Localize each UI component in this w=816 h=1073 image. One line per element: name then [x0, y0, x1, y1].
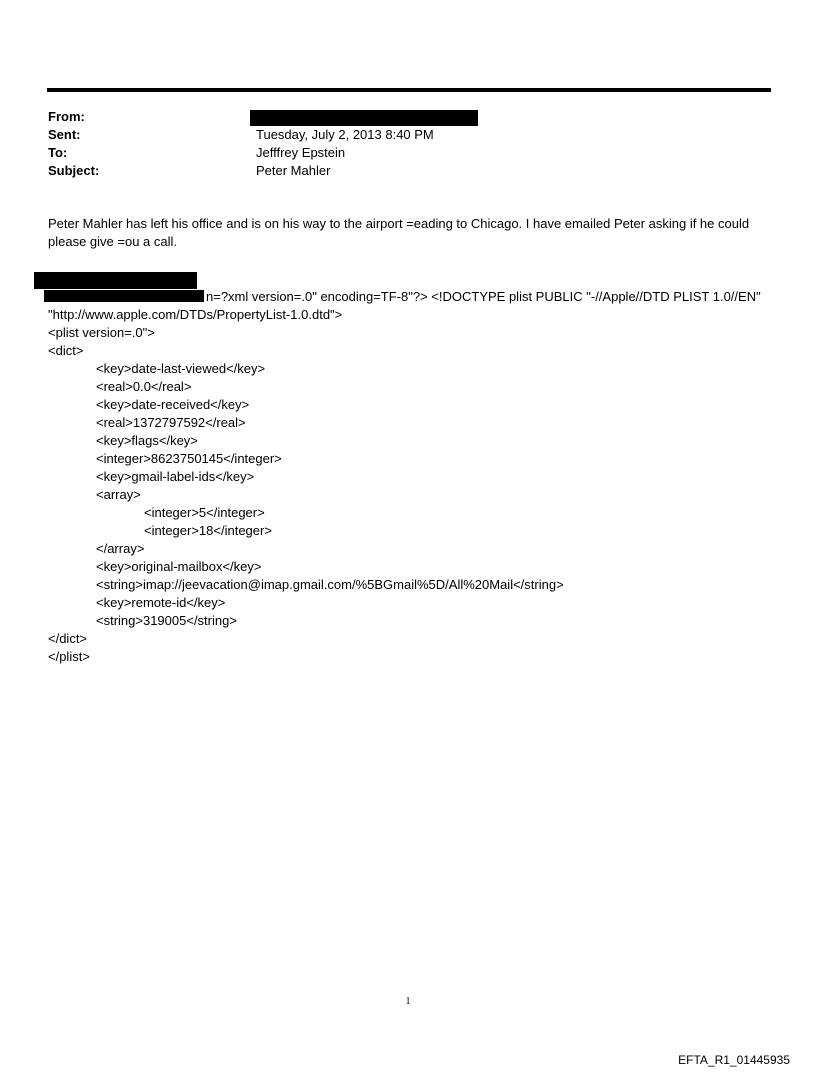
subject-value: Peter Mahler — [256, 163, 331, 178]
sent-row — [48, 126, 748, 144]
plist-line: n=?xml version=.0" encoding=TF-8"?> <!DOCTYPE plist PUBLIC "-//Apple//DTD PLIST 1.0//EN" — [206, 289, 761, 304]
bates-number: EFTA_R1_01445935 — [678, 1053, 790, 1067]
plist-line: <integer>18</integer> — [144, 523, 272, 538]
plist-line: <key>date-received</key> — [96, 397, 250, 412]
plist-line: <array> — [96, 487, 141, 502]
plist-line: </plist> — [48, 649, 90, 664]
plist-line: <key>original-mailbox</key> — [96, 559, 262, 574]
from-label: From: — [48, 109, 85, 124]
plist-line: <integer>5</integer> — [144, 505, 265, 520]
sent-value: Tuesday, July 2, 2013 8:40 PM — [256, 127, 434, 142]
plist-line: <key>flags</key> — [96, 433, 198, 448]
plist-line: <key>gmail-label-ids</key> — [96, 469, 255, 484]
plist-line: "http://www.apple.com/DTDs/PropertyList-1.0.dtd"> — [48, 307, 343, 322]
plist-line: <key>remote-id</key> — [96, 595, 226, 610]
header-rule — [47, 88, 771, 92]
plist-line: <real>0.0</real> — [96, 379, 192, 394]
plist-line: <integer>8623750145</integer> — [96, 451, 282, 466]
plist-line: <key>date-last-viewed</key> — [96, 361, 266, 376]
email-header — [48, 108, 748, 180]
to-value: Jefffrey Epstein — [256, 145, 346, 160]
plist-line: <real>1372797592</real> — [96, 415, 246, 430]
subject-label: Subject: — [48, 163, 100, 178]
from-row — [48, 108, 748, 126]
plist-block — [48, 288, 778, 666]
email-body: Peter Mahler has left his office and is on his way to the airport =eading to Chicago. I have emailed Peter asking if he could please give =ou a call. — [48, 216, 750, 249]
subject-row — [48, 162, 748, 180]
redaction-box — [34, 272, 197, 289]
to-row — [48, 144, 748, 162]
plist-line: <dict> — [48, 343, 84, 358]
plist-line: <string>319005</string> — [96, 613, 237, 628]
to-label: To: — [48, 145, 68, 160]
redaction-box — [250, 110, 478, 126]
plist-line: </dict> — [48, 631, 88, 646]
plist-line: <string>imap://jeevacation@imap.gmail.com/%5BGmail%5D/All%20Mail</string> — [96, 577, 564, 592]
sent-label: Sent: — [48, 127, 81, 142]
page-number: 1 — [405, 996, 411, 1007]
plist-line: </array> — [96, 541, 145, 556]
plist-line: <plist version=.0"> — [48, 325, 155, 340]
